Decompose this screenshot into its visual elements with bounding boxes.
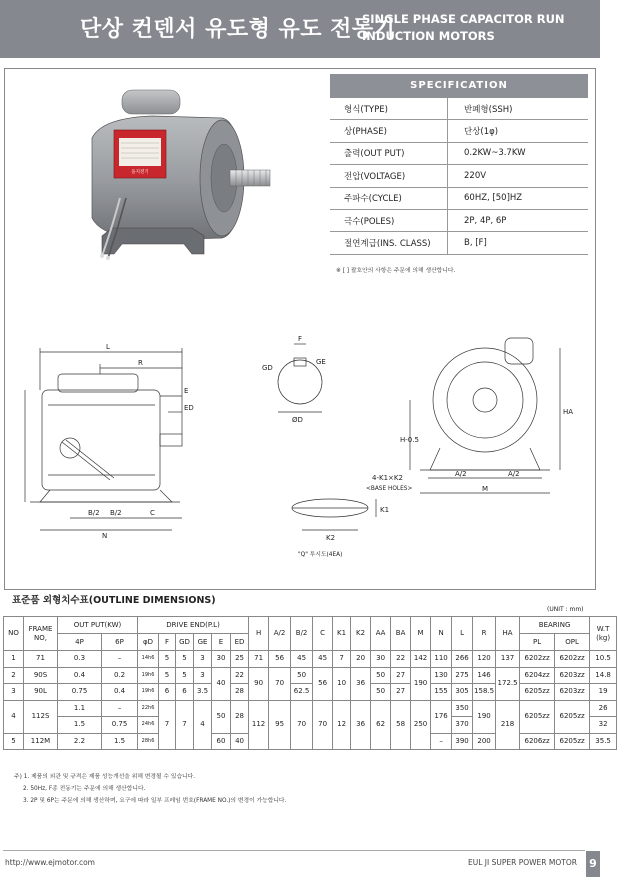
label-ed: ED [184, 404, 194, 412]
spec-row: 상(PHASE) 단상(1φ) [330, 120, 588, 142]
nameplate-brand: 을지전기 [131, 170, 149, 175]
label-b2-2: B/2 [110, 509, 122, 517]
table-row: 1 71 0.3 – 14h6 5 5 3 30 25 71 56 45 45 7 20 30 22 142 110 266 120 137 6202zz 6202zz 10.5 [4, 651, 617, 668]
label-b2-1: B/2 [88, 509, 100, 517]
page-number: 9 [586, 851, 600, 877]
col-output: OUT PUT(KW) [58, 617, 138, 634]
label-f: F [298, 335, 303, 343]
outline-dimensions-table: NO FRAME NO, OUT PUT(KW) DRIVE END(P.L) H A/2 B/2 C K1 K2 AA BA M N L R HA BEARING W.T (kg) 4P 6P φD F GD GE E ED PL OPL 1 71 0.3 – 14h6 5 5 3 30 25 71 56 45 45 7 20 30 22 142 110 266 120 137 6202zz 6202zz 10.5 2 90S 0.4 0.2 19h6 5 5 3 40 22 90 70 50 56 10 36 50 27 190 130 275 146 172.5 6204zz 6203zz 14.8 3 90L 0.75 0.4 19h6 6 6 3.5 28 62.5 50 27 155 305 158.5 6205zz 6203zz 19 4 112S 1.1 – 22h6 7 7 4 50 28 112 95 70 70 12 36 62 58 250 176 350 190 218 6205zz 6205zz 26 1.5 0.75 24h6 370 32 5 112M 2.2 1.5 28h6 60 40 – 390 200 6206zz 6205zz 35.5 [3, 616, 617, 750]
table-row: 3 90L 0.75 0.4 19h6 6 6 3.5 28 62.5 50 27 155 305 158.5 6205zz 6203zz 19 [4, 684, 617, 701]
label-r: R [138, 359, 143, 367]
spec-row: 절연계급(INS. CLASS) B, [F] [330, 232, 588, 254]
note-line: 주) 1. 제품의 외관 및 규격은 제품 성능개선을 위해 변경될 수 있습니다. [14, 774, 196, 780]
unit-label: (UNIT : mm) [547, 606, 584, 613]
motor-photo [72, 78, 272, 278]
col-no: NO [4, 617, 24, 651]
label-k1k2: 4-K1×K2 [372, 474, 403, 482]
spec-row: 출력(OUT PUT) 0.2KW~3.7KW [330, 143, 588, 165]
spec-note: ※ [ ] 괄호안의 사항은 주문에 의해 생산합니다. [336, 268, 456, 274]
label-ge: GE [316, 358, 326, 366]
title-korean: 단상 컨덴서 유도형 유도 전동기 [80, 17, 396, 42]
spec-row: 극수(POLES) 2P, 4P, 6P [330, 210, 588, 232]
footer-brand: EUL JI SUPER POWER MOTOR [468, 858, 577, 867]
page-header [0, 0, 600, 58]
spec-row: 형식(TYPE) 반폐형(SSH) [330, 98, 588, 120]
label-k1: K1 [380, 506, 390, 514]
specification-title: SPECIFICATION [330, 74, 588, 98]
footnotes [14, 771, 286, 807]
col-bearing: BEARING [520, 617, 590, 634]
footer-url[interactable]: http://www.ejmotor.com [5, 858, 95, 867]
col-wt: W.T (kg) [590, 617, 617, 651]
table-row: 1.5 0.75 24h6 370 32 [4, 717, 617, 734]
label-ha: HA [563, 408, 574, 416]
label-a2-1: A/2 [455, 470, 467, 478]
table-row: 4 112S 1.1 – 22h6 7 7 4 50 28 112 95 70 70 12 36 62 58 250 176 350 190 218 6205zz 6205zz 26 [4, 700, 617, 717]
dimension-drawings [0, 330, 600, 590]
label-l: L [106, 343, 110, 351]
col-drive-end: DRIVE END(P.L) [138, 617, 249, 634]
label-e: E [184, 387, 189, 395]
outline-dimensions-title: 표준품 외형치수표(OUTLINE DIMENSIONS) [12, 595, 216, 606]
label-m: M [482, 485, 489, 493]
footer-divider [3, 850, 585, 851]
label-h05: H-0.5 [400, 436, 419, 444]
table-row: 5 112M 2.2 1.5 28h6 60 40 – 390 200 6206zz 6205zz 35.5 [4, 733, 617, 750]
note-line: 2. 50Hz, F종 전동기는 주문에 의해 생산합니다. [23, 786, 146, 792]
table-row: 2 90S 0.4 0.2 19h6 5 5 3 40 22 90 70 50 56 10 36 50 27 190 130 275 146 172.5 6204zz 6203zz 14.8 [4, 667, 617, 684]
label-c: C [150, 509, 155, 517]
label-gd: GD [262, 364, 273, 372]
label-a2-2: A/2 [508, 470, 520, 478]
label-base-holes: <BASE HOLES> [366, 486, 413, 492]
note-line: 3. 2P 및 6P는 주문에 의해 생산하며, 요구에 따라 일부 프레임 번호(FRAME NO.)의 변경이 가능합니다. [23, 798, 287, 804]
label-od: ØD [292, 416, 303, 424]
spec-row: 전압(VOLTAGE) 220V [330, 165, 588, 187]
col-frame: FRAME NO, [24, 617, 58, 651]
label-k2: K2 [326, 534, 336, 542]
label-q-view: "Q" 투시도(4EA) [298, 552, 343, 558]
specification-table [330, 74, 588, 255]
title-english: SINGLE PHASE CAPACITOR RUN INDUCTION MOTORS [362, 12, 565, 43]
spec-row: 주파수(CYCLE) 60HZ, [50]HZ [330, 188, 588, 210]
label-n: N [102, 532, 108, 540]
